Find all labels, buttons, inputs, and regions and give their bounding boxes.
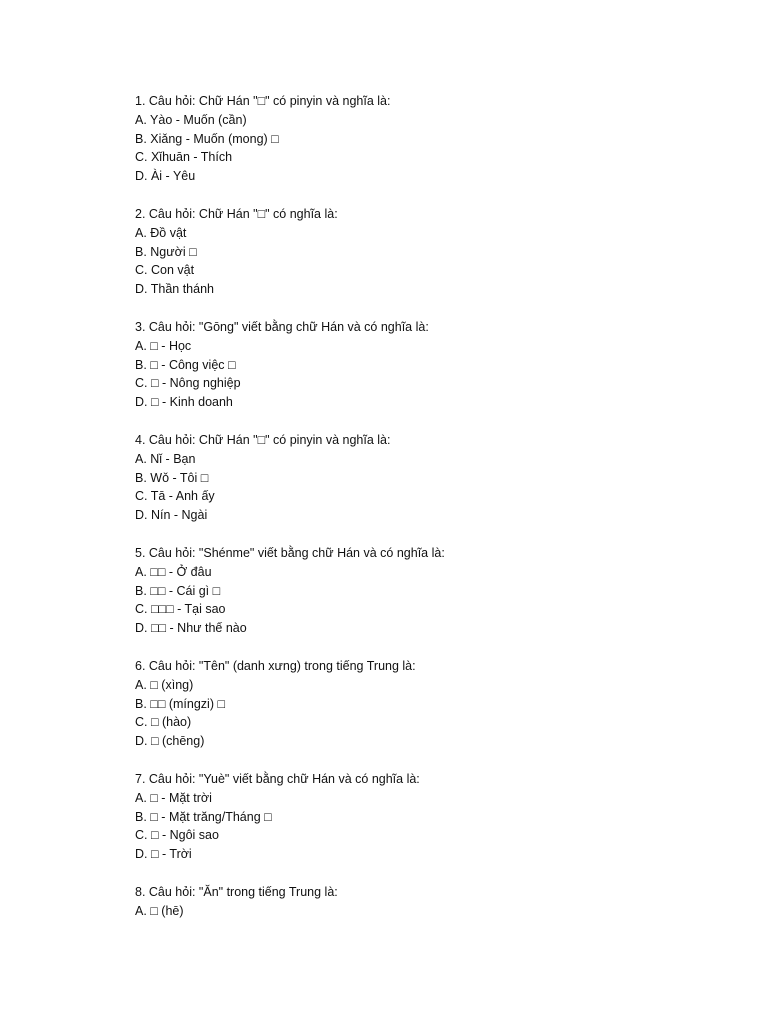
answer-option: B. □□ (míngzi) □ (135, 696, 226, 711)
answer-option: A. Đồ vật (135, 225, 187, 240)
question-block (135, 318, 735, 412)
question-block (135, 883, 735, 921)
question-block (135, 544, 735, 638)
answer-option: D. Nín - Ngài (135, 508, 208, 523)
answer-option: A. □ - Mặt trời (135, 790, 212, 805)
answer-option: A. Nǐ - Bạn (135, 451, 196, 466)
answer-option: C. □ - Nông nghiệp (135, 376, 241, 391)
question-text: 2. Câu hỏi: Chữ Hán "□" có nghĩa là: (135, 206, 338, 221)
answer-option: B. □ - Mặt trăng/Tháng □ (135, 809, 272, 824)
answer-option: C. □ - Ngôi sao (135, 828, 219, 843)
question-text: 4. Câu hỏi: Chữ Hán "□" có pinyin và nghĩa là: (135, 432, 391, 447)
answer-option: A. □ (hē) (135, 903, 184, 918)
answer-option: D. Ài - Yêu (135, 169, 196, 184)
answer-option: A. □ (xìng) (135, 677, 194, 692)
answer-option: D. □ - Trời (135, 847, 192, 862)
answer-option: C. Con vật (135, 263, 195, 278)
answer-option: D. □ (chēng) (135, 734, 205, 749)
answer-option: C. Xǐhuān - Thích (135, 150, 233, 165)
answer-option: C. □ (hào) (135, 715, 192, 730)
question-text: 6. Câu hỏi: "Tên" (danh xưng) trong tiếng Trung là: (135, 658, 416, 673)
question-text: 5. Câu hỏi: "Shénme" viết bằng chữ Hán và có nghĩa là: (135, 545, 445, 560)
question-text: 8. Câu hỏi: "Ăn" trong tiếng Trung là: (135, 884, 338, 899)
answer-option: B. Wǒ - Tôi □ (135, 470, 209, 485)
question-text: 7. Câu hỏi: "Yuè" viết bằng chữ Hán và có nghĩa là: (135, 771, 420, 786)
answer-option: D. □ - Kinh doanh (135, 395, 233, 410)
question-block (135, 92, 735, 186)
question-block (135, 431, 735, 525)
answer-option: B. Người □ (135, 244, 197, 259)
answer-option: C. □□□ - Tại sao (135, 602, 226, 617)
answer-option: B. Xiǎng - Muốn (mong) □ (135, 131, 279, 146)
question-block (135, 657, 735, 751)
question-block (135, 770, 735, 864)
answer-option: D. □□ - Như thế nào (135, 621, 247, 636)
quiz-document (135, 92, 735, 939)
answer-option: C. Tā - Anh ấy (135, 489, 215, 504)
answer-option: B. □□ - Cái gì □ (135, 583, 221, 598)
answer-option: A. □□ - Ở đâu (135, 564, 212, 579)
answer-option: D. Thần thánh (135, 282, 214, 297)
answer-option: A. Yào - Muốn (cần) (135, 112, 247, 127)
question-block (135, 205, 735, 299)
question-text: 1. Câu hỏi: Chữ Hán "□" có pinyin và nghĩa là: (135, 94, 391, 108)
answer-option: A. □ - Học (135, 338, 192, 353)
question-text: 3. Câu hỏi: "Gōng" viết bằng chữ Hán và có nghĩa là: (135, 319, 429, 334)
answer-option: B. □ - Công việc □ (135, 357, 236, 372)
